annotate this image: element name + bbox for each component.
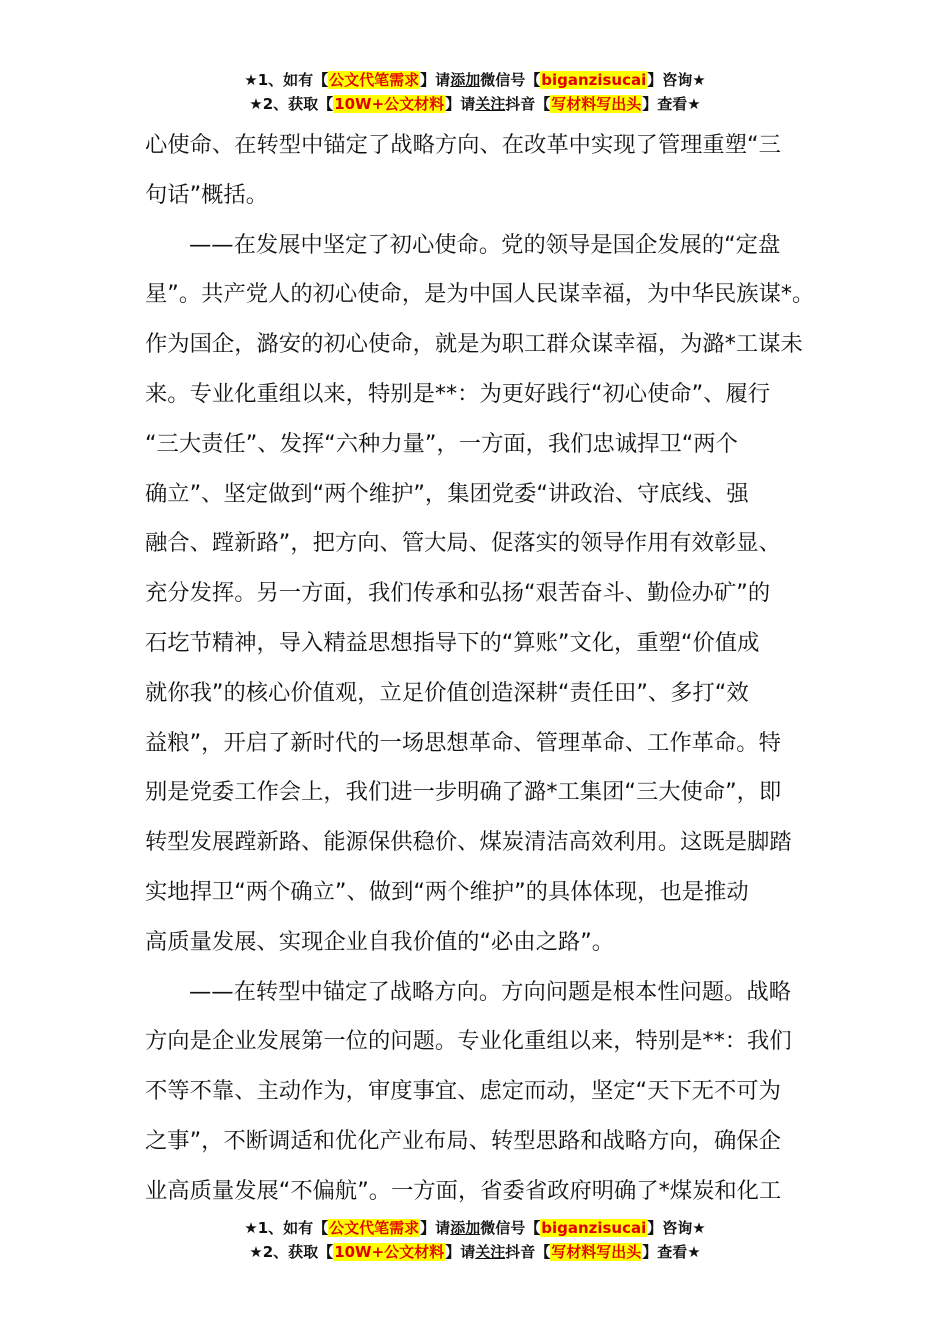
banner-text: ★1、如有【 xyxy=(244,1219,329,1237)
body-line: 确立”、坚定做到“两个维护”，集团党委“讲政治、守底线、强 xyxy=(145,480,749,507)
banner-text: 】请 xyxy=(445,1243,476,1261)
banner-emphasis: 添加 xyxy=(450,1219,481,1237)
banner-text: 】请 xyxy=(420,71,451,89)
body-line: 业高质量发展“不偏航”。一方面，省委省政府明确了*煤炭和化工 xyxy=(145,1177,782,1204)
body-line: 充分发挥。另一方面，我们传承和弘扬“艰苦奋斗、勤俭办矿”的 xyxy=(145,580,771,607)
body-line: 融合、蹚新路”，把方向、管大局、促落实的领导作用有效彰显、 xyxy=(145,530,781,557)
banner-text: ★2、获取【 xyxy=(249,1243,334,1261)
banner-highlight: 写材料写出头 xyxy=(551,1243,642,1261)
banner-text: 微信号【 xyxy=(480,1219,541,1237)
body-line: 星”。共产党人的初心使命，是为中国人民谋幸福，为中华民族谋*。 xyxy=(145,281,815,308)
body-line: 石圪节精神，导入精益思想指导下的“算账”文化，重塑“价值成 xyxy=(145,629,760,656)
body-line: 别是党委工作会上，我们进一步明确了潞*工集团“三大使命”，即 xyxy=(145,779,782,806)
banner-text: 】查看★ xyxy=(642,1243,701,1261)
body-line: 高质量发展、实现企业自我价值的“必由之路”。 xyxy=(145,928,615,955)
body-line: 句话”概括。 xyxy=(145,181,269,208)
body-line: 转型发展蹚新路、能源保供稳价、煤炭清洁高效利用。这既是脚踏 xyxy=(145,829,792,856)
body-line: ——在转型中锚定了战略方向。方向问题是根本性问题。战略 xyxy=(189,978,792,1005)
body-line: 方向是企业发展第一位的问题。专业化重组以来，特别是**：我们 xyxy=(145,1028,792,1055)
body-line: 来。专业化重组以来，特别是**：为更好践行“初心使命”、履行 xyxy=(145,380,771,407)
body-line: “三大责任”、发挥“六种力量”，一方面，我们忠诚捍卫“两个 xyxy=(145,430,738,457)
banner-emphasis: 关注 xyxy=(475,95,506,113)
banner-line-2 xyxy=(0,92,950,116)
banner-highlight: biganzisucai xyxy=(541,71,647,89)
banner-line-1 xyxy=(0,68,950,92)
banner-highlight: 写材料写出头 xyxy=(551,95,642,113)
banner-highlight: 公文代笔需求 xyxy=(329,1219,420,1237)
banner-text: 抖音【 xyxy=(505,1243,551,1261)
body-line: 不等不靠、主动作为，审度事宜、虑定而动，坚定“天下无不可为 xyxy=(145,1078,781,1105)
body-line: ——在发展中坚定了初心使命。党的领导是国企发展的“定盘 xyxy=(189,231,781,258)
body-line: 益粮”，开启了新时代的一场思想革命、管理革命、工作革命。特 xyxy=(145,729,781,756)
banner-text: 抖音【 xyxy=(505,95,551,113)
banner-emphasis: 关注 xyxy=(475,1243,506,1261)
banner-text: ★2、获取【 xyxy=(249,95,334,113)
banner-emphasis: 添加 xyxy=(450,71,481,89)
banner-highlight: 10W+公文材料 xyxy=(334,1243,445,1261)
banner-text: ★1、如有【 xyxy=(244,71,329,89)
banner-highlight: 公文代笔需求 xyxy=(329,71,420,89)
header-banner xyxy=(0,68,950,116)
banner-text: 】咨询★ xyxy=(647,71,706,89)
banner-line-1 xyxy=(0,1216,950,1240)
banner-text: 微信号【 xyxy=(480,71,541,89)
banner-highlight: biganzisucai xyxy=(541,1219,647,1237)
body-line: 就你我”的核心价值观，立足价值创造深耕“责任田”、多打“效 xyxy=(145,679,749,706)
document-body xyxy=(145,121,815,1217)
banner-text: 】请 xyxy=(420,1219,451,1237)
banner-highlight: 10W+公文材料 xyxy=(334,95,445,113)
footer-banner xyxy=(0,1216,950,1264)
body-line: 实地捍卫“两个确立”、做到“两个维护”的具体体现，也是推动 xyxy=(145,878,749,905)
body-line: 心使命、在转型中锚定了战略方向、在改革中实现了管理重塑“三 xyxy=(145,132,781,158)
banner-text: 】查看★ xyxy=(642,95,701,113)
banner-line-2 xyxy=(0,1240,950,1264)
body-line: 之事”，不断调适和优化产业布局、转型思路和战略方向，确保企 xyxy=(145,1127,781,1154)
banner-text: 】咨询★ xyxy=(647,1219,706,1237)
body-line: 作为国企，潞安的初心使命，就是为职工群众谋幸福，为潞*工谋未 xyxy=(145,331,803,358)
banner-text: 】请 xyxy=(445,95,476,113)
